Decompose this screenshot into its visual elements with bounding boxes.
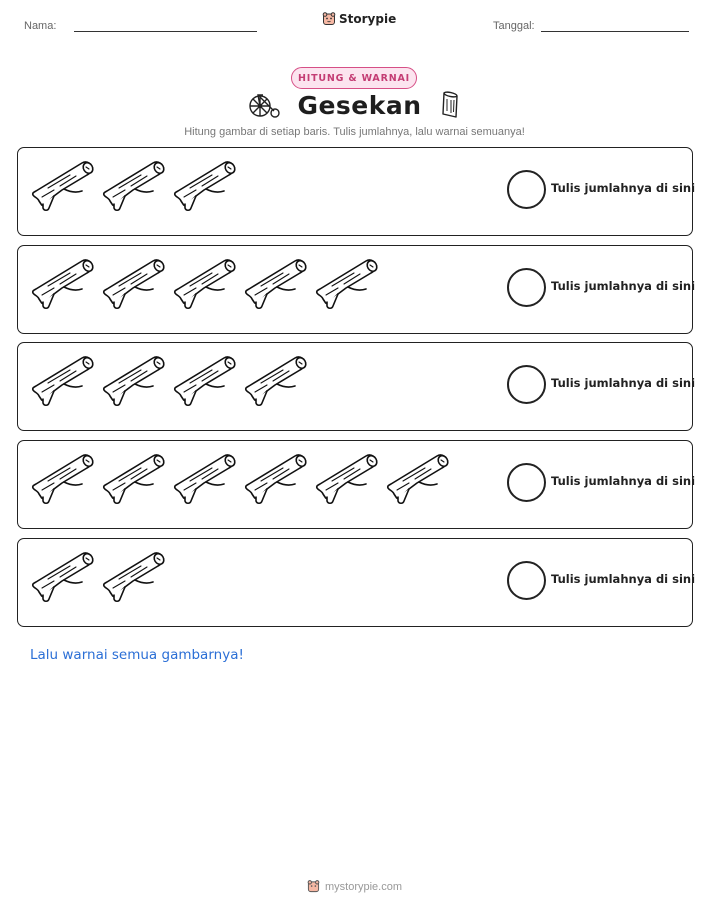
date-label: Tanggal: (493, 20, 535, 32)
answer-circle[interactable] (507, 561, 546, 600)
answer-circle[interactable] (507, 365, 546, 404)
row-items (30, 551, 167, 605)
log-branch-icon[interactable] (101, 160, 167, 214)
log-branch-icon[interactable] (101, 258, 167, 312)
log-branch-icon[interactable] (243, 258, 309, 312)
row-items (30, 453, 451, 507)
activity-badge: HITUNG & WARNAI (291, 67, 417, 89)
answer-circle[interactable] (507, 268, 546, 307)
log-branch-icon[interactable] (172, 160, 238, 214)
brand-name: Storypie (339, 12, 397, 26)
log-branch-icon[interactable] (314, 258, 380, 312)
log-branch-icon[interactable] (172, 355, 238, 409)
log-branch-icon[interactable] (314, 453, 380, 507)
log-branch-icon[interactable] (30, 551, 96, 605)
footer-brand-text: mystorypie.com (324, 880, 403, 893)
counting-row (17, 440, 696, 529)
storypie-footer-logo-icon (307, 880, 320, 893)
name-label: Nama: (24, 20, 57, 32)
answer-circle[interactable] (507, 170, 546, 209)
log-branch-icon[interactable] (172, 453, 238, 507)
answer-circle[interactable] (507, 463, 546, 502)
counting-row (17, 147, 696, 236)
log-branch-icon[interactable] (101, 551, 167, 605)
row-items (30, 355, 309, 409)
log-branch-icon[interactable] (30, 453, 96, 507)
date-line[interactable] (541, 20, 689, 32)
answer-label: Tulis jumlahnya di sini (551, 181, 696, 195)
instruction-text: Hitung gambar di setiap baris. Tulis jumlahnya, lalu warnai semuanya! (184, 126, 525, 138)
log-branch-icon[interactable] (101, 355, 167, 409)
answer-label: Tulis jumlahnya di sini (551, 572, 696, 586)
log-branch-icon[interactable] (243, 453, 309, 507)
log-branch-icon[interactable] (30, 258, 96, 312)
log-branch-icon[interactable] (30, 355, 96, 409)
log-branch-icon[interactable] (30, 160, 96, 214)
wood-log-icon (438, 90, 462, 120)
row-items (30, 258, 380, 312)
title-row (0, 90, 709, 120)
storypie-logo-icon (322, 12, 336, 26)
answer-label: Tulis jumlahnya di sini (551, 376, 696, 390)
answer-label: Tulis jumlahnya di sini (551, 474, 696, 488)
date-field[interactable] (493, 20, 689, 32)
log-branch-icon[interactable] (385, 453, 451, 507)
counting-row (17, 538, 696, 627)
counting-row (17, 245, 696, 334)
counting-row (17, 342, 696, 431)
footer-brand (0, 880, 709, 893)
log-branch-icon[interactable] (101, 453, 167, 507)
row-items (30, 160, 238, 214)
footer-note: Lalu warnai semua gambarnya! (30, 647, 244, 663)
name-field[interactable] (24, 20, 257, 32)
log-branch-icon[interactable] (243, 355, 309, 409)
log-branch-icon[interactable] (172, 258, 238, 312)
name-line[interactable] (74, 20, 257, 32)
penny-farthing-bicycle-icon (247, 92, 281, 118)
page-title: Gesekan (297, 90, 422, 120)
answer-label: Tulis jumlahnya di sini (551, 279, 696, 293)
storypie-brand (322, 12, 396, 26)
